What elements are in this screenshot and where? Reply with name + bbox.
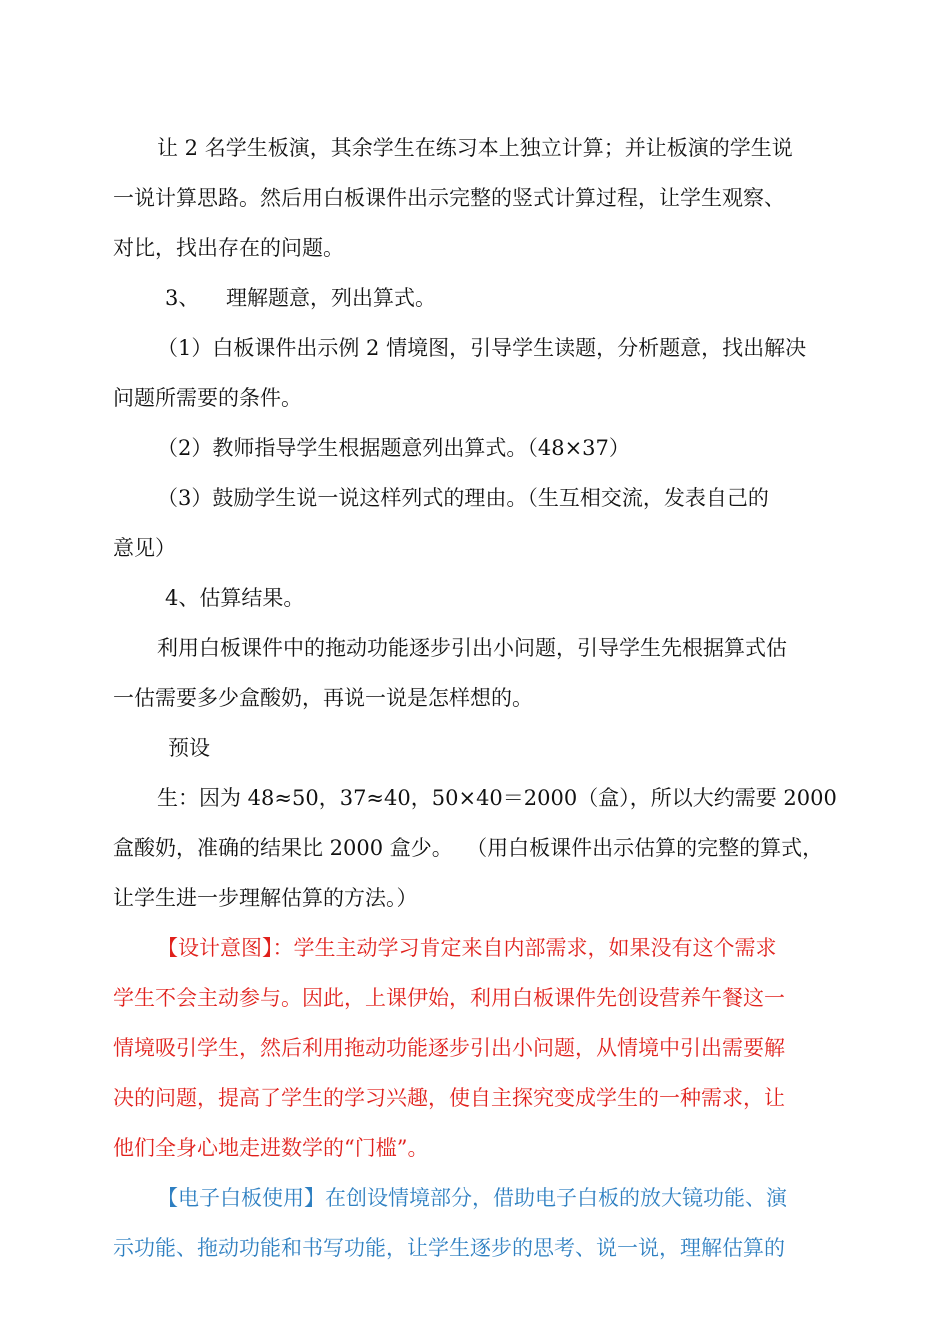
design-intent-line: 情境吸引学生，然后利用拖动功能逐步引出小问题，从情境中引出需要解 xyxy=(113,1036,785,1060)
whiteboard-usage-line: 示功能、拖动功能和书写功能，让学生逐步的思考、说一说，理解估算的 xyxy=(113,1236,785,1260)
design-intent-line: 【设计意图】：学生主动学习肯定来自内部需求，如果没有这个需求 xyxy=(157,936,777,960)
paragraph-line: 对比，找出存在的问题。 xyxy=(113,236,344,260)
design-intent-line: 学生不会主动参与。因此，上课伊始，利用白板课件先创设营养午餐这一 xyxy=(113,986,785,1010)
section-heading: 3、 理解题意，列出算式。 xyxy=(165,286,437,310)
whiteboard-usage-line: 【电子白板使用】在创设情境部分，借助电子白板的放大镜功能、演 xyxy=(157,1186,787,1210)
paragraph-line: 让学生进一步理解估算的方法。） xyxy=(113,886,418,910)
design-intent-line: 他们全身心地走进数学的“门槛”。 xyxy=(113,1136,429,1160)
paragraph-line: 盒酸奶，准确的结果比 2000 盒少。 （用白板课件出示估算的完整的算式， xyxy=(113,836,824,860)
list-item: （1）白板课件出示例 2 情境图，引导学生读题，分析题意，找出解决 xyxy=(157,336,807,360)
paragraph-line: 让 2 名学生板演，其余学生在练习本上独立计算；并让板演的学生说 xyxy=(157,136,793,160)
section-heading: 4、估算结果。 xyxy=(165,586,305,610)
list-item: （3）鼓励学生说一说这样列式的理由。（生互相交流，发表自己的 xyxy=(157,486,769,510)
paragraph-line: 利用白板课件中的拖动功能逐步引出小问题，引导学生先根据算式估 xyxy=(157,636,787,660)
design-intent-line: 决的问题，提高了学生的学习兴趣，使自主探究变成学生的一种需求，让 xyxy=(113,1086,785,1110)
list-item: 问题所需要的条件。 xyxy=(113,386,302,410)
paragraph-line: 一估需要多少盒酸奶，再说一说是怎样想的。 xyxy=(113,686,533,710)
paragraph-line: 一说计算思路。然后用白板课件出示完整的竖式计算过程，让学生观察、 xyxy=(113,186,785,210)
preset-label: 预设 xyxy=(168,736,210,760)
list-item: 意见） xyxy=(113,536,176,560)
paragraph-line: 生：因为 48≈50，37≈40，50×40＝2000（盒），所以大约需要 2000 xyxy=(157,786,837,810)
list-item: （2）教师指导学生根据题意列出算式。（48×37） xyxy=(157,436,630,460)
